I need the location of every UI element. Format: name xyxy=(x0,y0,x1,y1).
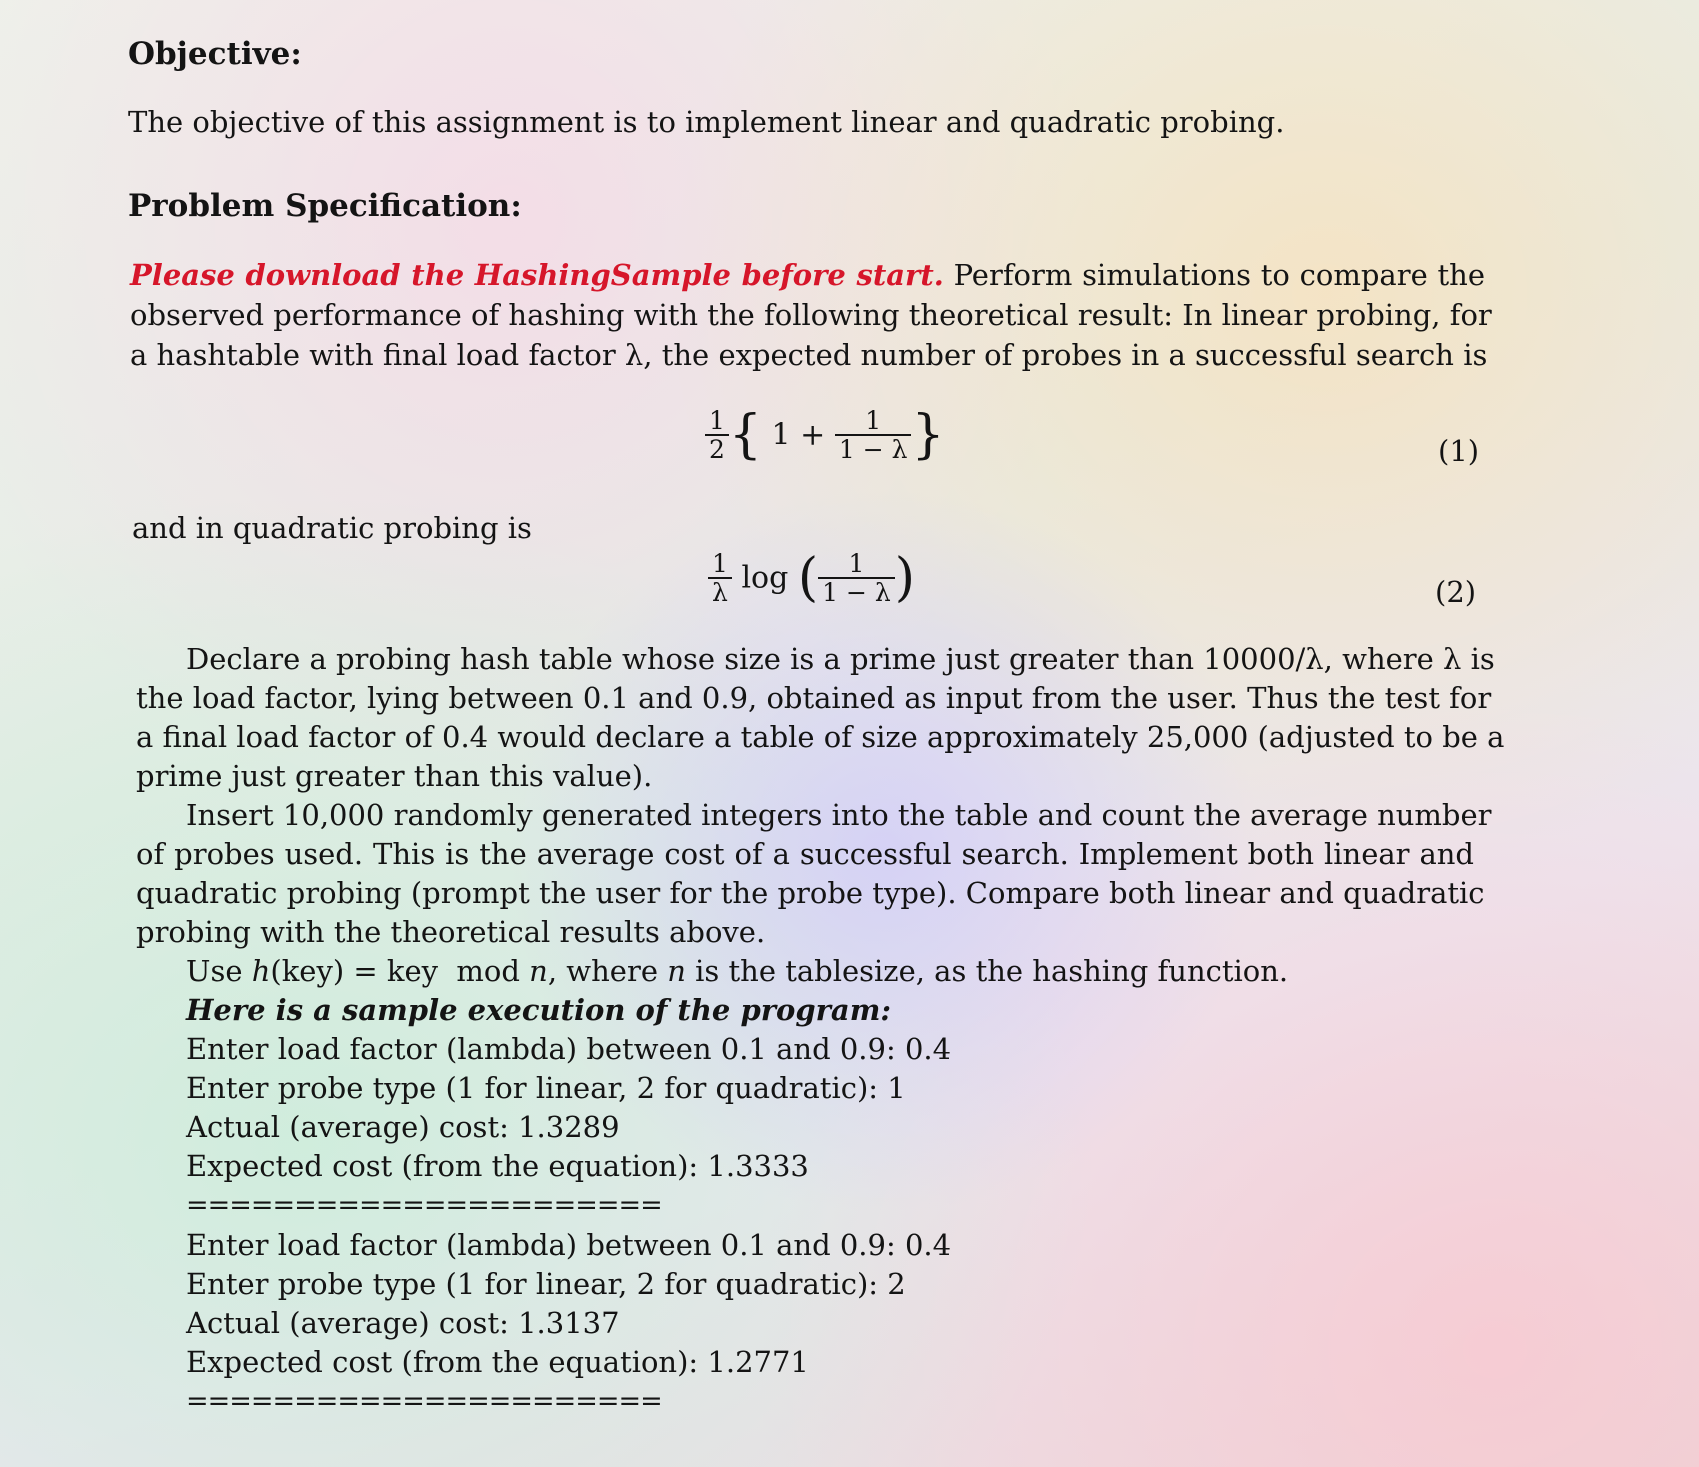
hash-rest1: , where xyxy=(547,954,668,988)
para1-line-3: a final load factor of 0.4 would declare a table of size approximately 25,000 (adjusted to be a xyxy=(136,720,1505,754)
eq2-coefficient xyxy=(708,550,732,607)
para1-line-2: the load factor, lying between 0.1 and 0.9, obtained as input from the user. Thus the test for xyxy=(136,681,1492,715)
hash-rest2: is the tablesize, as the hashing function. xyxy=(685,954,1289,988)
problem-intro-line-1 xyxy=(130,256,1485,295)
run1-load: Enter load factor (lambda) between 0.1 and 0.9: 0.4 xyxy=(186,1032,952,1066)
eq2-coef-denominator: λ xyxy=(712,578,728,607)
objective-text: The objective of this assignment is to implement linear and quadratic probing. xyxy=(128,105,1285,139)
equation-1 xyxy=(705,405,945,465)
hash-n2: n xyxy=(667,954,686,988)
eq2-fraction xyxy=(818,550,895,607)
para2-line-2: of probes used. This is the average cost of a successful search. Implement both linear and xyxy=(136,837,1474,871)
hash-mid: (key) = key mod xyxy=(270,954,530,988)
para1-line-4: prime just greater than this value). xyxy=(136,759,653,793)
eq1-open-brace: { xyxy=(728,405,762,465)
run2-separator: ====================== xyxy=(186,1386,662,1417)
para1-line-1: Declare a probing hash table whose size is a prime just greater than 10000/λ, where λ is xyxy=(186,642,1495,676)
problem-intro-line-3: a hashtable with final load factor λ, the expected number of probes in a successful search is xyxy=(130,338,1488,372)
download-notice: Please download the HashingSample before start. xyxy=(130,258,944,292)
run1-probe: Enter probe type (1 for linear, 2 for quadratic): 1 xyxy=(186,1071,906,1105)
eq2-frac-denominator: 1 − λ xyxy=(822,578,891,607)
eq2-coef-numerator: 1 xyxy=(708,550,732,580)
run2-expected: Expected cost (from the equation): 1.2771 xyxy=(186,1345,809,1379)
eq1-frac-denominator: 1 − λ xyxy=(838,435,908,464)
run1-actual: Actual (average) cost: 1.3289 xyxy=(186,1110,620,1144)
para2-line-4: probing with the theoretical results above. xyxy=(136,915,766,949)
eq2-open-paren: ( xyxy=(797,548,819,608)
run1-expected: Expected cost (from the equation): 1.3333 xyxy=(186,1149,809,1183)
hash-h: h xyxy=(251,954,271,988)
eq2-frac-numerator: 1 xyxy=(818,550,895,580)
run2-actual: Actual (average) cost: 1.3137 xyxy=(186,1306,620,1340)
equation-2 xyxy=(708,548,915,608)
eq1-coefficient xyxy=(705,407,729,464)
equation-1-label: (1) xyxy=(1438,434,1480,468)
eq1-fraction xyxy=(835,407,912,464)
para2-line-1: Insert 10,000 randomly generated integers into the table and count the average number xyxy=(186,798,1492,832)
hash-function-line xyxy=(186,952,1288,991)
hash-pre: Use xyxy=(186,954,252,988)
run2-probe: Enter probe type (1 for linear, 2 for quadratic): 2 xyxy=(186,1267,906,1301)
sample-heading: Here is a sample execution of the program: xyxy=(186,993,892,1027)
eq2-close-paren: ) xyxy=(894,548,916,608)
problem-intro-line-2: observed performance of hashing with the following theoretical result: In linear probing, for xyxy=(130,298,1492,332)
eq1-close-brace: } xyxy=(911,405,945,465)
intro-line-1-rest: Perform simulations to compare the xyxy=(953,258,1485,292)
equation-2-label: (2) xyxy=(1435,575,1477,609)
run1-separator: ====================== xyxy=(186,1190,662,1221)
eq1-frac-numerator: 1 xyxy=(835,407,912,437)
quadratic-intro: and in quadratic probing is xyxy=(132,511,532,545)
eq1-coef-numerator: 1 xyxy=(705,407,729,437)
eq1-body: 1 + xyxy=(771,417,826,453)
eq2-log: log xyxy=(741,560,789,596)
problem-heading: Problem Specification: xyxy=(128,188,522,224)
para2-line-3: quadratic probing (prompt the user for the probe type). Compare both linear and quadratic xyxy=(136,876,1485,910)
objective-heading: Objective: xyxy=(128,36,302,72)
run2-load: Enter load factor (lambda) between 0.1 and 0.9: 0.4 xyxy=(186,1228,952,1262)
hash-n1: n xyxy=(529,954,548,988)
eq1-coef-denominator: 2 xyxy=(709,435,725,464)
